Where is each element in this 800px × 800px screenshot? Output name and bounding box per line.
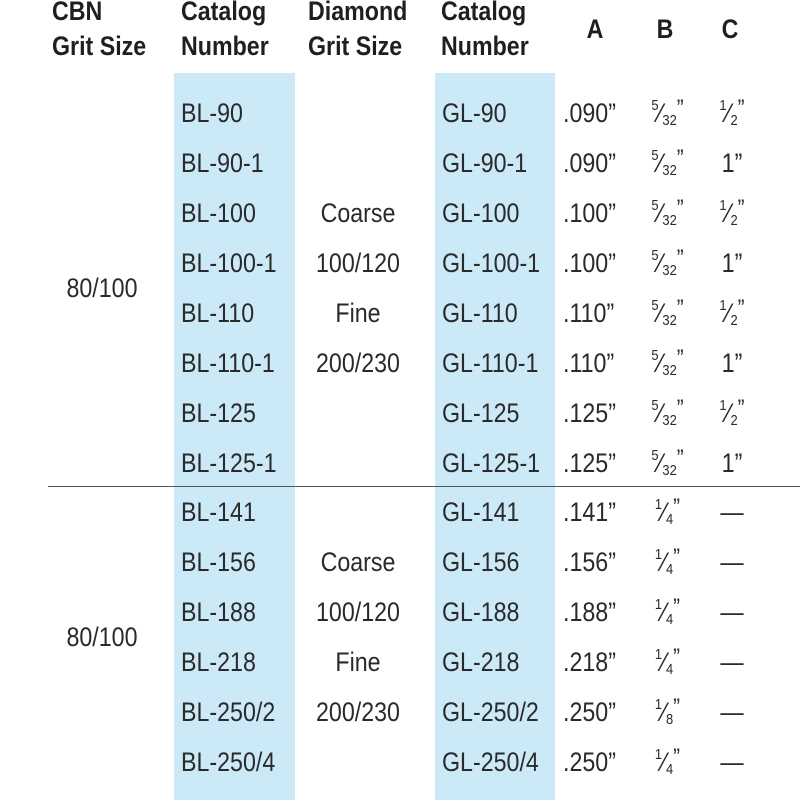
cbn-grit-size: 80/100 <box>66 273 138 303</box>
catalog-number-gl: GL-100 <box>442 198 520 228</box>
dimension-b: $^5⁄_{32}^”$ <box>651 95 684 129</box>
header-cbn-line2: Grit Size <box>52 31 147 61</box>
dimension-b: $^1⁄_4^”$ <box>654 594 681 628</box>
catalog-number-gl: GL-90 <box>442 98 507 128</box>
dimension-a: .090” <box>563 148 616 178</box>
header-diamond-line1: Diamond <box>308 0 408 26</box>
catalog-number-bl: BL-218 <box>181 647 256 677</box>
dimension-a: .100” <box>563 198 616 228</box>
dimension-a: .125” <box>563 398 616 428</box>
diamond-grit-line: Coarse <box>320 547 396 577</box>
header-cbn-grit-size <box>52 0 146 64</box>
dimension-c: — <box>720 497 744 527</box>
catalog-number-gl: GL-250/2 <box>442 697 539 727</box>
dimension-b: $^5⁄_{32}^”$ <box>651 145 684 179</box>
dimension-b: $^5⁄_{32}^”$ <box>651 295 684 329</box>
header-cat1-line2: Number <box>181 31 269 61</box>
diamond-grit-line: 200/230 <box>316 697 400 727</box>
dimension-b: $^5⁄_{32}^”$ <box>651 445 684 479</box>
catalog-number-bl: BL-156 <box>181 547 256 577</box>
catalog-number-bl: BL-100-1 <box>181 248 277 278</box>
dimension-c: $^1⁄_2^”$ <box>719 295 745 329</box>
dimension-a: .110” <box>563 298 615 328</box>
group-divider <box>48 486 800 487</box>
catalog-number-gl: GL-110 <box>442 298 518 328</box>
catalog-number-gl: GL-141 <box>442 497 520 527</box>
dimension-b: $^1⁄_4^”$ <box>654 644 681 678</box>
diamond-grit-line: Fine <box>335 647 381 677</box>
dimension-c: 1” <box>721 348 743 378</box>
catalog-number-bl: BL-125 <box>181 398 256 428</box>
dimension-a: .125” <box>563 448 616 478</box>
dimension-c: 1” <box>721 148 743 178</box>
catalog-number-bl: BL-141 <box>181 497 256 527</box>
dimension-b: $^1⁄_8^”$ <box>654 694 681 728</box>
catalog-number-bl: BL-100 <box>181 198 256 228</box>
dimension-c: $^1⁄_2^”$ <box>719 195 745 229</box>
catalog-number-gl: GL-125-1 <box>442 448 541 478</box>
dimension-a: .250” <box>563 747 616 777</box>
dimension-a: .090” <box>563 98 616 128</box>
catalog-number-gl: GL-218 <box>442 647 520 677</box>
catalog-number-band-1 <box>174 73 295 800</box>
catalog-number-gl: GL-250/4 <box>442 747 539 777</box>
catalog-number-bl: BL-250/2 <box>181 697 276 727</box>
catalog-number-gl: GL-125 <box>442 398 520 428</box>
dimension-a: .250” <box>563 697 616 727</box>
dimension-c: 1” <box>721 448 743 478</box>
header-cat2-line1: Catalog <box>441 0 527 26</box>
header-cbn-line1: CBN <box>52 0 103 26</box>
diamond-grit-line: 100/120 <box>316 248 400 278</box>
catalog-number-gl: GL-90-1 <box>442 148 528 178</box>
cbn-grit-size: 80/100 <box>66 622 138 652</box>
dimension-b: $^5⁄_{32}^”$ <box>651 395 684 429</box>
dimension-a: .141” <box>563 497 616 527</box>
dimension-c: — <box>720 647 744 677</box>
dimension-b: $^1⁄_4^”$ <box>654 744 681 778</box>
header-diamond-grit-size <box>308 0 407 64</box>
header-catalog-number-2 <box>441 0 529 64</box>
header-diamond-line2: Grit Size <box>308 31 403 61</box>
dimension-c: — <box>720 747 744 777</box>
diamond-grit-line: 100/120 <box>316 597 400 627</box>
dimension-a: .188” <box>563 597 616 627</box>
dimension-c: $^1⁄_2^”$ <box>719 395 745 429</box>
diamond-grit-line: 200/230 <box>316 348 400 378</box>
dimension-c: — <box>720 597 744 627</box>
dimension-c: $^1⁄_2^”$ <box>719 95 745 129</box>
header-b: B <box>656 14 674 44</box>
dimension-c: 1” <box>721 248 743 278</box>
catalog-number-gl: GL-188 <box>442 597 520 627</box>
catalog-number-gl: GL-156 <box>442 547 520 577</box>
catalog-number-gl: GL-110-1 <box>442 348 539 378</box>
header-c: C <box>721 14 739 44</box>
dimension-b: $^1⁄_4^”$ <box>654 494 681 528</box>
dimension-b: $^5⁄_{32}^”$ <box>651 245 684 279</box>
header-cat2-line2: Number <box>441 31 529 61</box>
dimension-b: $^5⁄_{32}^”$ <box>651 195 684 229</box>
catalog-number-bl: BL-110 <box>181 298 255 328</box>
dimension-c: — <box>720 697 744 727</box>
dimension-c: — <box>720 547 744 577</box>
catalog-number-bl: BL-250/4 <box>181 747 276 777</box>
catalog-number-band-2 <box>435 73 555 800</box>
header-cat1-line1: Catalog <box>181 0 267 26</box>
catalog-number-bl: BL-188 <box>181 597 256 627</box>
dimension-b: $^1⁄_4^”$ <box>654 544 681 578</box>
diamond-grit-line: Coarse <box>320 198 396 228</box>
catalog-number-bl: BL-110-1 <box>181 348 275 378</box>
dimension-b: $^5⁄_{32}^”$ <box>651 345 684 379</box>
header-catalog-number-1 <box>181 0 269 64</box>
dimension-a: .218” <box>563 647 616 677</box>
dimension-a: .156” <box>563 547 616 577</box>
catalog-number-bl: BL-90 <box>181 98 243 128</box>
diamond-grit-line: Fine <box>335 298 381 328</box>
catalog-number-bl: BL-90-1 <box>181 148 264 178</box>
dimension-a: .100” <box>563 248 616 278</box>
catalog-number-gl: GL-100-1 <box>442 248 541 278</box>
dimension-a: .110” <box>563 348 615 378</box>
header-a: A <box>586 14 604 44</box>
catalog-number-bl: BL-125-1 <box>181 448 277 478</box>
